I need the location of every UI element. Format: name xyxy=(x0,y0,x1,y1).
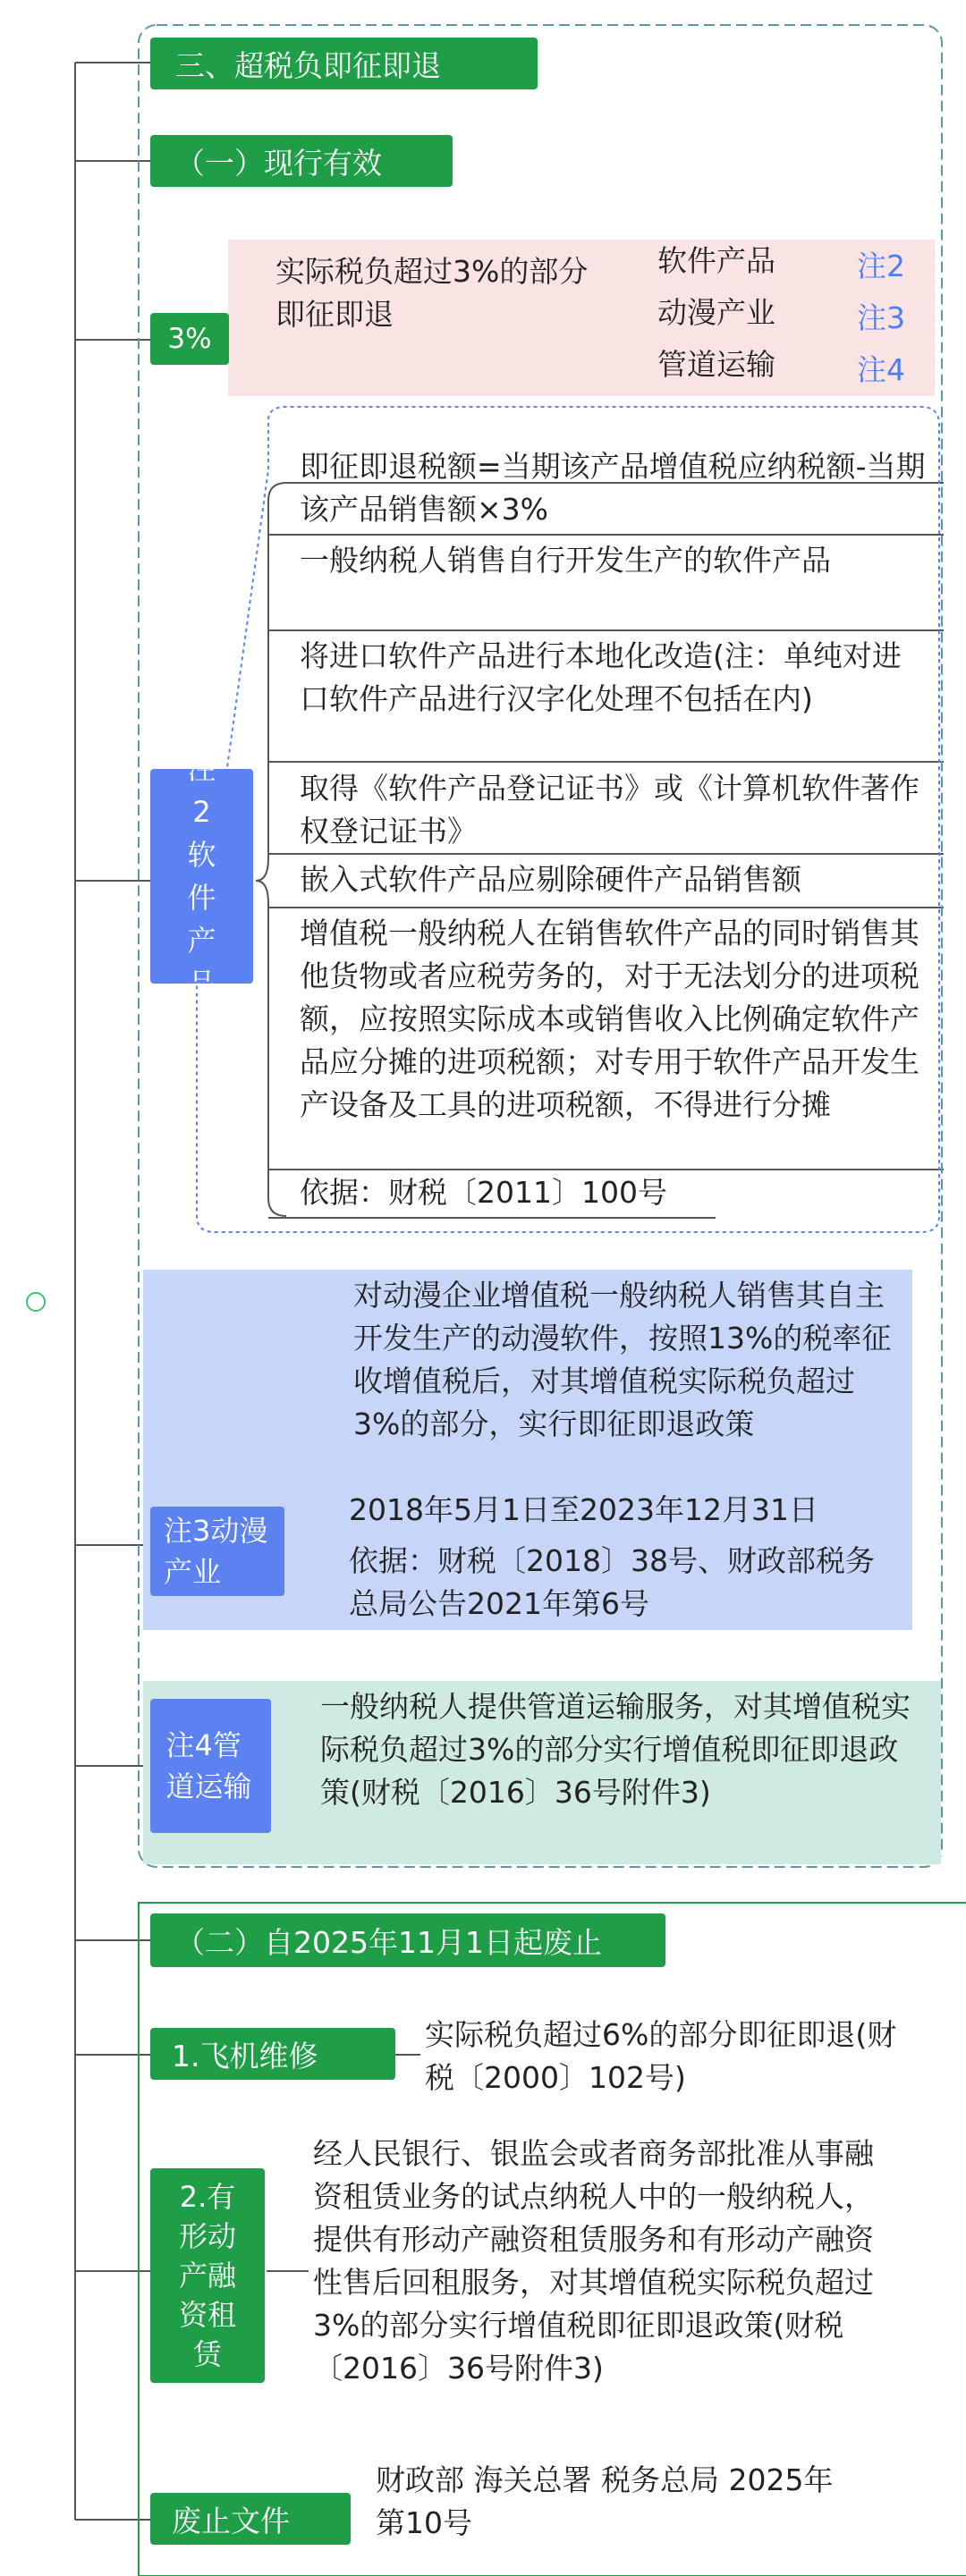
note4-text: 一般纳税人提供管道运输服务，对其增值税实际税负超过3%的部分实行增值税即征即退政策(财税〔2016〕36号附件3) xyxy=(320,1689,911,1810)
note3-row-period: 2018年5月1日至2023年12月31日 xyxy=(349,1492,818,1527)
item-software-note[interactable]: 注2 xyxy=(857,249,905,283)
current-heading-text: （一）现行有效 xyxy=(175,145,382,181)
rate-badge[interactable] xyxy=(150,313,229,365)
note3-label-text: 注3动漫产业 xyxy=(164,1514,268,1589)
item-pipeline-label: 管道运输 xyxy=(657,347,775,382)
abolish-doc-label-text: 废止文件 xyxy=(172,2503,290,2538)
abolish-doc-text: 财政部 海关总署 税务总局 2025年第10号 xyxy=(376,2462,834,2540)
note2-row-certificate: 取得《软件产品登记证书》或《计算机软件著作权登记证书》 xyxy=(300,771,919,849)
leasing-text: 经人民银行、银监会或者商务部批准从事融资租赁业务的试点纳税人中的一般纳税人，提供有形动产融资租赁服务和有形动产融资性售后回租服务，对其增值税实际税负超过3%的部分实行增值税即征即退政策(财税〔2016〕36号附件3) xyxy=(313,2136,874,2386)
aircraft-repair-label[interactable] xyxy=(150,2028,395,2080)
section-title[interactable] xyxy=(150,38,538,89)
note2-label[interactable] xyxy=(150,752,253,1001)
aircraft-repair-text: 实际税负超过6%的部分即征即退(财税〔2000〕102号) xyxy=(425,2017,897,2095)
aircraft-repair-label-text: 1.飞机维修 xyxy=(172,2038,318,2073)
rate-badge-text: 3% xyxy=(167,323,212,355)
leasing-label[interactable] xyxy=(150,2168,265,2383)
note2-row-self-developed: 一般纳税人销售自行开发生产的软件产品 xyxy=(300,543,831,578)
note3-label[interactable] xyxy=(150,1507,284,1596)
note2-row-allocation: 增值税一般纳税人在销售软件产品的同时销售其他货物或者应税劳务的，对于无法划分的进项税额，应按照实际成本或销售收入比例确定软件产品应分摊的进项税额；对专用于软件产品开发生产设备及工具的进项税额，不得进行分摊 xyxy=(300,916,919,1122)
leasing-label-text: 2.有形动产融资租赁 xyxy=(178,2180,236,2371)
item-animation-label: 动漫产业 xyxy=(657,295,775,330)
item-pipeline-note[interactable]: 注4 xyxy=(857,352,905,387)
note2-row-embedded: 嵌入式软件产品应剔除硬件产品销售额 xyxy=(300,862,801,897)
item-software-label: 软件产品 xyxy=(657,243,775,278)
current-heading[interactable] xyxy=(150,135,453,187)
item-animation-note[interactable]: 注3 xyxy=(857,300,905,335)
note2-row-formula: 即征即退税额=当期该产品增值税应纳税额-当期该产品销售额×3% xyxy=(300,449,926,527)
note3-row-basis: 依据：财税〔2018〕38号、财政部税务总局公告2021年第6号 xyxy=(349,1543,875,1621)
note4-label[interactable] xyxy=(150,1699,271,1833)
note3-row-policy: 对动漫企业增值税一般纳税人销售其自主开发生产的动漫软件，按照13%的税率征收增值税后，对其增值税实际税负超过3%的部分，实行即征即退政策 xyxy=(353,1278,892,1441)
note4-label-text: 注4管道运输 xyxy=(165,1728,252,1803)
note2-row-localization: 将进口软件产品进行本地化改造(注：单纯对进口软件产品进行汉字化处理不包括在内) xyxy=(300,638,902,716)
abolished-heading-text: （二）自2025年11月1日起废止 xyxy=(175,1924,602,1960)
note2-row-basis: 依据：财税〔2011〕100号 xyxy=(300,1175,667,1210)
rate-description: 实际税负超过3%的部分即征即退 xyxy=(275,254,589,332)
abolish-doc-label[interactable] xyxy=(150,2493,351,2545)
note2-label-text: 注2软件产品 xyxy=(187,752,216,1001)
section-title-text: 三、超税负即征即退 xyxy=(175,47,441,83)
abolished-heading[interactable] xyxy=(150,1913,665,1967)
